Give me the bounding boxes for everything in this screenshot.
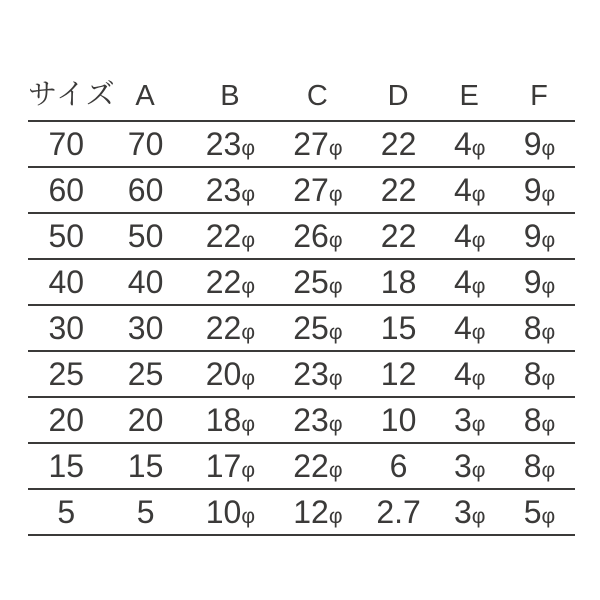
diameter-phi-symbol: φ [471,182,486,206]
size-spec-table-container [28,72,575,536]
diameter-phi-symbol: φ [328,458,343,482]
table-row [28,443,575,489]
table-cell-f: 8φ [504,397,575,443]
diameter-phi-symbol: φ [241,458,256,482]
table-cell-d: 6 [362,443,436,489]
diameter-phi-symbol: φ [471,458,486,482]
column-header-c: C [274,72,362,121]
diameter-phi-symbol: φ [471,228,486,252]
table-cell-e: 3φ [436,443,504,489]
table-cell-a: 5 [105,489,187,535]
table-cell-b: 23φ [187,167,275,213]
diameter-phi-symbol: φ [328,320,343,344]
table-cell-d: 22 [362,121,436,167]
diameter-phi-symbol: φ [241,504,256,528]
table-cell-f: 8φ [504,305,575,351]
table-cell-size: 5 [28,489,105,535]
column-header-d: D [362,72,436,121]
diameter-phi-symbol: φ [541,366,556,390]
table-cell-d: 15 [362,305,436,351]
table-cell-e: 4φ [436,121,504,167]
table-cell-e: 4φ [436,167,504,213]
table-cell-a: 70 [105,121,187,167]
table-cell-d: 18 [362,259,436,305]
table-cell-e: 4φ [436,305,504,351]
table-cell-c: 22φ [274,443,362,489]
diameter-phi-symbol: φ [471,136,486,160]
table-cell-size: 15 [28,443,105,489]
table-cell-e: 3φ [436,397,504,443]
table-cell-size: 40 [28,259,105,305]
diameter-phi-symbol: φ [241,274,256,298]
diameter-phi-symbol: φ [328,366,343,390]
diameter-phi-symbol: φ [328,504,343,528]
table-cell-e: 4φ [436,351,504,397]
column-header-a: A [105,72,187,121]
table-cell-d: 22 [362,213,436,259]
diameter-phi-symbol: φ [241,182,256,206]
table-cell-b: 22φ [187,213,275,259]
diameter-phi-symbol: φ [241,412,256,436]
table-cell-e: 4φ [436,259,504,305]
table-cell-a: 60 [105,167,187,213]
table-cell-f: 9φ [504,121,575,167]
table-cell-b: 10φ [187,489,275,535]
table-cell-f: 8φ [504,443,575,489]
diameter-phi-symbol: φ [541,458,556,482]
diameter-phi-symbol: φ [471,274,486,298]
table-cell-b: 18φ [187,397,275,443]
table-cell-b: 23φ [187,121,275,167]
diameter-phi-symbol: φ [471,366,486,390]
table-row [28,397,575,443]
table-cell-e: 4φ [436,213,504,259]
column-header-size: サイズ [28,72,105,121]
diameter-phi-symbol: φ [541,274,556,298]
table-cell-b: 17φ [187,443,275,489]
table-row [28,305,575,351]
table-row [28,213,575,259]
table-header [28,72,575,121]
table-cell-b: 22φ [187,259,275,305]
table-row [28,121,575,167]
diameter-phi-symbol: φ [328,274,343,298]
table-cell-e: 3φ [436,489,504,535]
table-cell-d: 2.7 [362,489,436,535]
table-cell-a: 30 [105,305,187,351]
column-header-b: B [187,72,275,121]
size-spec-table [28,72,575,536]
diameter-phi-symbol: φ [241,136,256,160]
diameter-phi-symbol: φ [541,320,556,344]
table-row [28,259,575,305]
table-cell-c: 27φ [274,167,362,213]
table-row [28,351,575,397]
table-cell-size: 50 [28,213,105,259]
diameter-phi-symbol: φ [541,182,556,206]
diameter-phi-symbol: φ [471,320,486,344]
table-body [28,121,575,535]
table-cell-b: 20φ [187,351,275,397]
table-cell-a: 40 [105,259,187,305]
table-cell-size: 70 [28,121,105,167]
header-row [28,72,575,121]
table-cell-f: 5φ [504,489,575,535]
diameter-phi-symbol: φ [241,320,256,344]
table-cell-size: 20 [28,397,105,443]
table-cell-c: 23φ [274,397,362,443]
table-cell-size: 25 [28,351,105,397]
table-cell-a: 25 [105,351,187,397]
table-cell-c: 12φ [274,489,362,535]
table-cell-d: 22 [362,167,436,213]
diameter-phi-symbol: φ [541,412,556,436]
table-cell-c: 27φ [274,121,362,167]
table-cell-b: 22φ [187,305,275,351]
table-cell-c: 23φ [274,351,362,397]
diameter-phi-symbol: φ [328,182,343,206]
table-cell-a: 15 [105,443,187,489]
table-cell-size: 60 [28,167,105,213]
table-cell-f: 8φ [504,351,575,397]
table-cell-c: 25φ [274,259,362,305]
table-cell-d: 10 [362,397,436,443]
diameter-phi-symbol: φ [541,136,556,160]
diameter-phi-symbol: φ [328,228,343,252]
diameter-phi-symbol: φ [541,504,556,528]
table-cell-d: 12 [362,351,436,397]
table-cell-f: 9φ [504,259,575,305]
diameter-phi-symbol: φ [328,136,343,160]
table-cell-f: 9φ [504,167,575,213]
table-row [28,167,575,213]
table-row [28,489,575,535]
table-cell-a: 50 [105,213,187,259]
diameter-phi-symbol: φ [541,228,556,252]
diameter-phi-symbol: φ [241,228,256,252]
table-cell-c: 25φ [274,305,362,351]
diameter-phi-symbol: φ [471,504,486,528]
table-cell-c: 26φ [274,213,362,259]
diameter-phi-symbol: φ [241,366,256,390]
table-cell-f: 9φ [504,213,575,259]
diameter-phi-symbol: φ [328,412,343,436]
column-header-e: E [436,72,504,121]
column-header-f: F [504,72,575,121]
table-cell-size: 30 [28,305,105,351]
diameter-phi-symbol: φ [471,412,486,436]
table-cell-a: 20 [105,397,187,443]
